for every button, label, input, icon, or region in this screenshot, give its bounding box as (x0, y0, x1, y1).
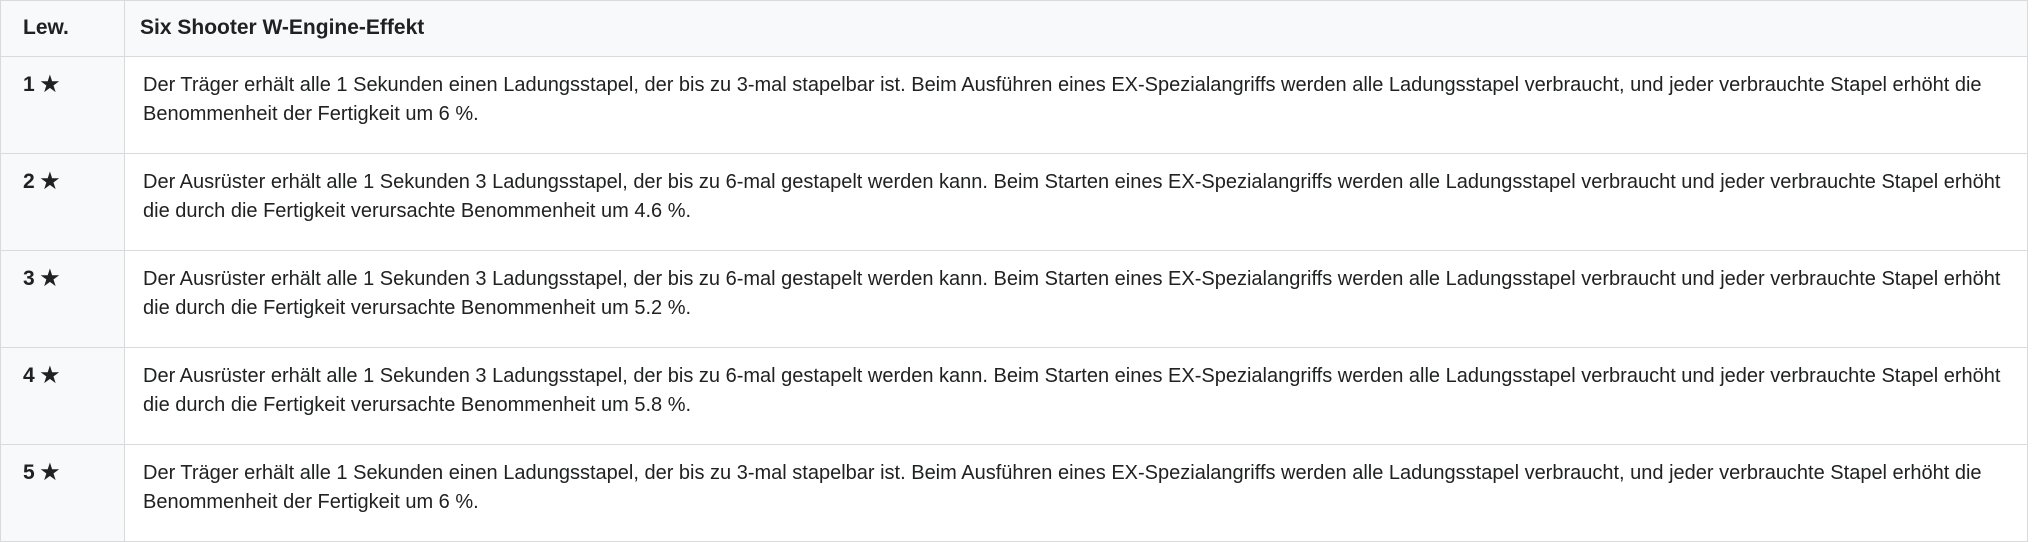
table-row (1, 348, 2028, 445)
table-row (1, 445, 2028, 542)
table-row (1, 154, 2028, 251)
table-header-row (1, 1, 2028, 57)
table-row (1, 57, 2028, 154)
level-cell: 5 ★ (1, 445, 125, 542)
table-header (1, 1, 2028, 57)
level-cell: 3 ★ (1, 251, 125, 348)
table-row (1, 251, 2028, 348)
effect-cell: Der Träger erhält alle 1 Sekunden einen Ladungsstapel, der bis zu 3-mal stapelbar ist. Beim Ausführen eines EX-Spezialangriffs werden alle Ladungsstapel verbraucht, und jeder verbrauchte Stapel erhöht die Benommenheit der Fertigkeit um 6 %. (125, 57, 2028, 154)
effect-cell: Der Ausrüster erhält alle 1 Sekunden 3 Ladungsstapel, der bis zu 6-mal gestapelt werden kann. Beim Starten eines EX-Spezialangriffs werden alle Ladungsstapel verbraucht und jeder verbrauchte Stapel erhöht die durch die Fertigkeit verursachte Benommenheit um 4.6 %. (125, 154, 2028, 251)
level-cell: 1 ★ (1, 57, 125, 154)
column-header-effect: Six Shooter W-Engine-Effekt (125, 1, 2028, 57)
level-cell: 2 ★ (1, 154, 125, 251)
level-cell: 4 ★ (1, 348, 125, 445)
effect-cell: Der Träger erhält alle 1 Sekunden einen Ladungsstapel, der bis zu 3-mal stapelbar ist. Beim Ausführen eines EX-Spezialangriffs werden alle Ladungsstapel verbraucht, und jeder verbrauchte Stapel erhöht die Benommenheit der Fertigkeit um 6 %. (125, 445, 2028, 542)
table-body (1, 57, 2028, 542)
column-header-level: Lew. (1, 1, 125, 57)
effect-cell: Der Ausrüster erhält alle 1 Sekunden 3 Ladungsstapel, der bis zu 6-mal gestapelt werden kann. Beim Starten eines EX-Spezialangriffs werden alle Ladungsstapel verbraucht und jeder verbrauchte Stapel erhöht die durch die Fertigkeit verursachte Benommenheit um 5.2 %. (125, 251, 2028, 348)
effect-cell: Der Ausrüster erhält alle 1 Sekunden 3 Ladungsstapel, der bis zu 6-mal gestapelt werden kann. Beim Starten eines EX-Spezialangriffs werden alle Ladungsstapel verbraucht und jeder verbrauchte Stapel erhöht die durch die Fertigkeit verursachte Benommenheit um 5.8 %. (125, 348, 2028, 445)
